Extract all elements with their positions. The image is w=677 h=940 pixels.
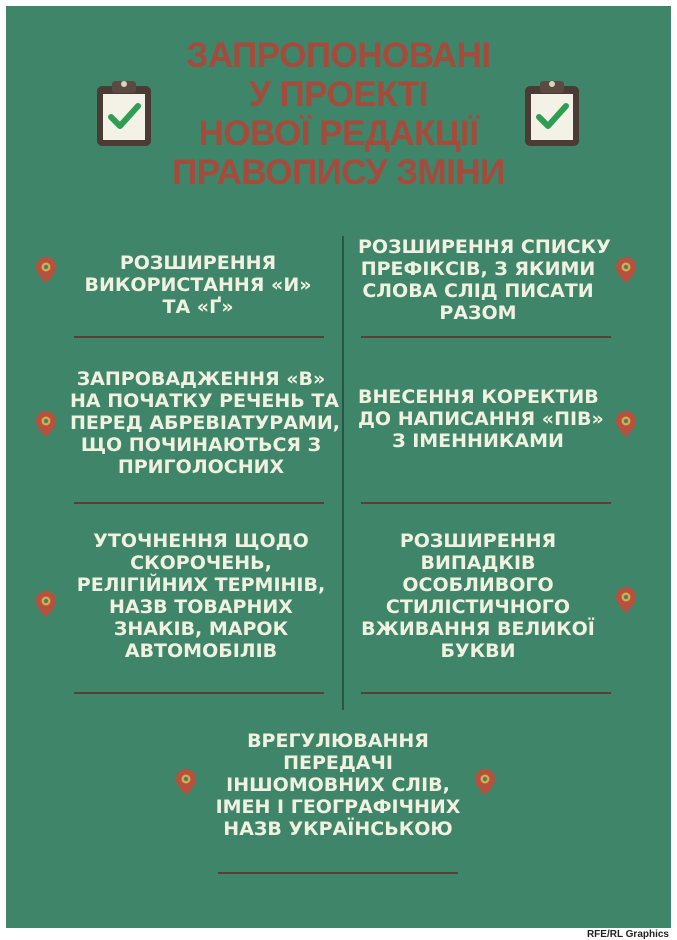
- item-line: ТА «Ґ»: [162, 296, 234, 318]
- item-6: [358, 530, 598, 662]
- item-line: АВТОМОБІЛІВ: [124, 640, 278, 662]
- clipboard-check-icon: [94, 76, 154, 148]
- item-line: ПЕРЕДАЧІ: [283, 752, 393, 774]
- divider-rule: [74, 502, 324, 504]
- divider-rule: [74, 692, 324, 694]
- map-pin-icon: [175, 768, 197, 796]
- item-line: РОЗШИРЕННЯ: [119, 252, 277, 274]
- map-pin-icon: [35, 256, 57, 284]
- divider-rule: [218, 872, 458, 874]
- item-line: ВРЕГУЛЮВАННЯ: [247, 730, 429, 752]
- item-line: РЕЛІГІЙНИХ ТЕРМІНІВ,: [76, 574, 326, 596]
- item-line: ВИКОРИСТАННЯ «И»: [84, 274, 312, 296]
- item-line: РАЗОМ: [439, 302, 517, 324]
- item-line: БУКВИ: [440, 640, 516, 662]
- item-line: ВЖИВАННЯ ВЕЛИКОЇ: [361, 618, 595, 640]
- item-7: [206, 730, 470, 840]
- item-line: РОЗШИРЕННЯ СПИСКУ: [358, 236, 611, 258]
- item-line: ОСОБЛИВОГО: [402, 574, 554, 596]
- item-line: ІНШОМОВНИХ СЛІВ,: [226, 774, 450, 796]
- item-line: З ІМЕННИКАМИ: [392, 430, 564, 452]
- map-pin-icon: [35, 410, 57, 438]
- item-3: [70, 368, 340, 478]
- title-line: НОВОЇ РЕДАКЦІЇ: [198, 114, 479, 153]
- item-line: СКОРОЧЕНЬ,: [130, 552, 272, 574]
- title-line: ЗАПРОПОНОВАНІ: [186, 36, 491, 75]
- item-line: ВИПАДКІВ: [420, 552, 536, 574]
- title-line: У ПРОЕКТІ: [249, 75, 428, 114]
- divider-rule: [74, 336, 324, 338]
- map-pin-icon: [35, 590, 57, 618]
- map-pin-icon: [615, 410, 637, 438]
- item-2: [358, 236, 611, 324]
- item-line: ВНЕСЕННЯ КОРЕКТИВ: [358, 386, 599, 408]
- item-line: НАЗВ УКРАЇНСЬКОЮ: [223, 818, 453, 840]
- item-line: УТОЧНЕННЯ ЩОДО: [93, 530, 309, 552]
- item-4: [358, 386, 604, 452]
- item-line: РОЗШИРЕННЯ: [399, 530, 557, 552]
- column-divider: [342, 236, 344, 710]
- title-line: ПРАВОПИСУ ЗМІНИ: [172, 153, 505, 192]
- item-line: СТИЛІСТИЧНОГО: [385, 596, 571, 618]
- item-1: [70, 252, 326, 318]
- infographic-poster: [6, 6, 671, 928]
- poster-title: [156, 36, 521, 192]
- item-line: ПРИГОЛОСНИХ: [117, 456, 285, 478]
- item-line: СЛОВА СЛІД ПИСАТИ: [362, 280, 594, 302]
- map-pin-icon: [615, 586, 637, 614]
- clipboard-check-icon: [522, 76, 582, 148]
- item-line: НАЗВ ТОВАРНИХ: [109, 596, 293, 618]
- item-5: [70, 530, 332, 662]
- item-line: НА ПОЧАТКУ РЕЧЕНЬ ТА: [70, 390, 339, 412]
- credit-text: RFE/RL Graphics: [586, 929, 669, 940]
- item-line: ЗНАКІВ, МАРОК: [113, 618, 289, 640]
- map-pin-icon: [615, 256, 637, 284]
- divider-rule: [361, 502, 611, 504]
- item-line: ІМЕН І ГЕОГРАФІЧНИХ: [215, 796, 461, 818]
- item-line: ДО НАПИСАННЯ «ПІВ»: [358, 408, 604, 430]
- item-line: ПЕРЕД АБРЕВІАТУРАМИ,: [70, 412, 340, 434]
- item-line: ЗАПРОВАДЖЕННЯ «В»: [76, 368, 326, 390]
- map-pin-icon: [474, 768, 496, 796]
- divider-rule: [361, 692, 611, 694]
- item-line: ПРЕФІКСІВ, З ЯКИМИ: [360, 258, 596, 280]
- item-line: ЩО ПОЧИНАЮТЬСЯ З: [80, 434, 322, 456]
- divider-rule: [361, 336, 611, 338]
